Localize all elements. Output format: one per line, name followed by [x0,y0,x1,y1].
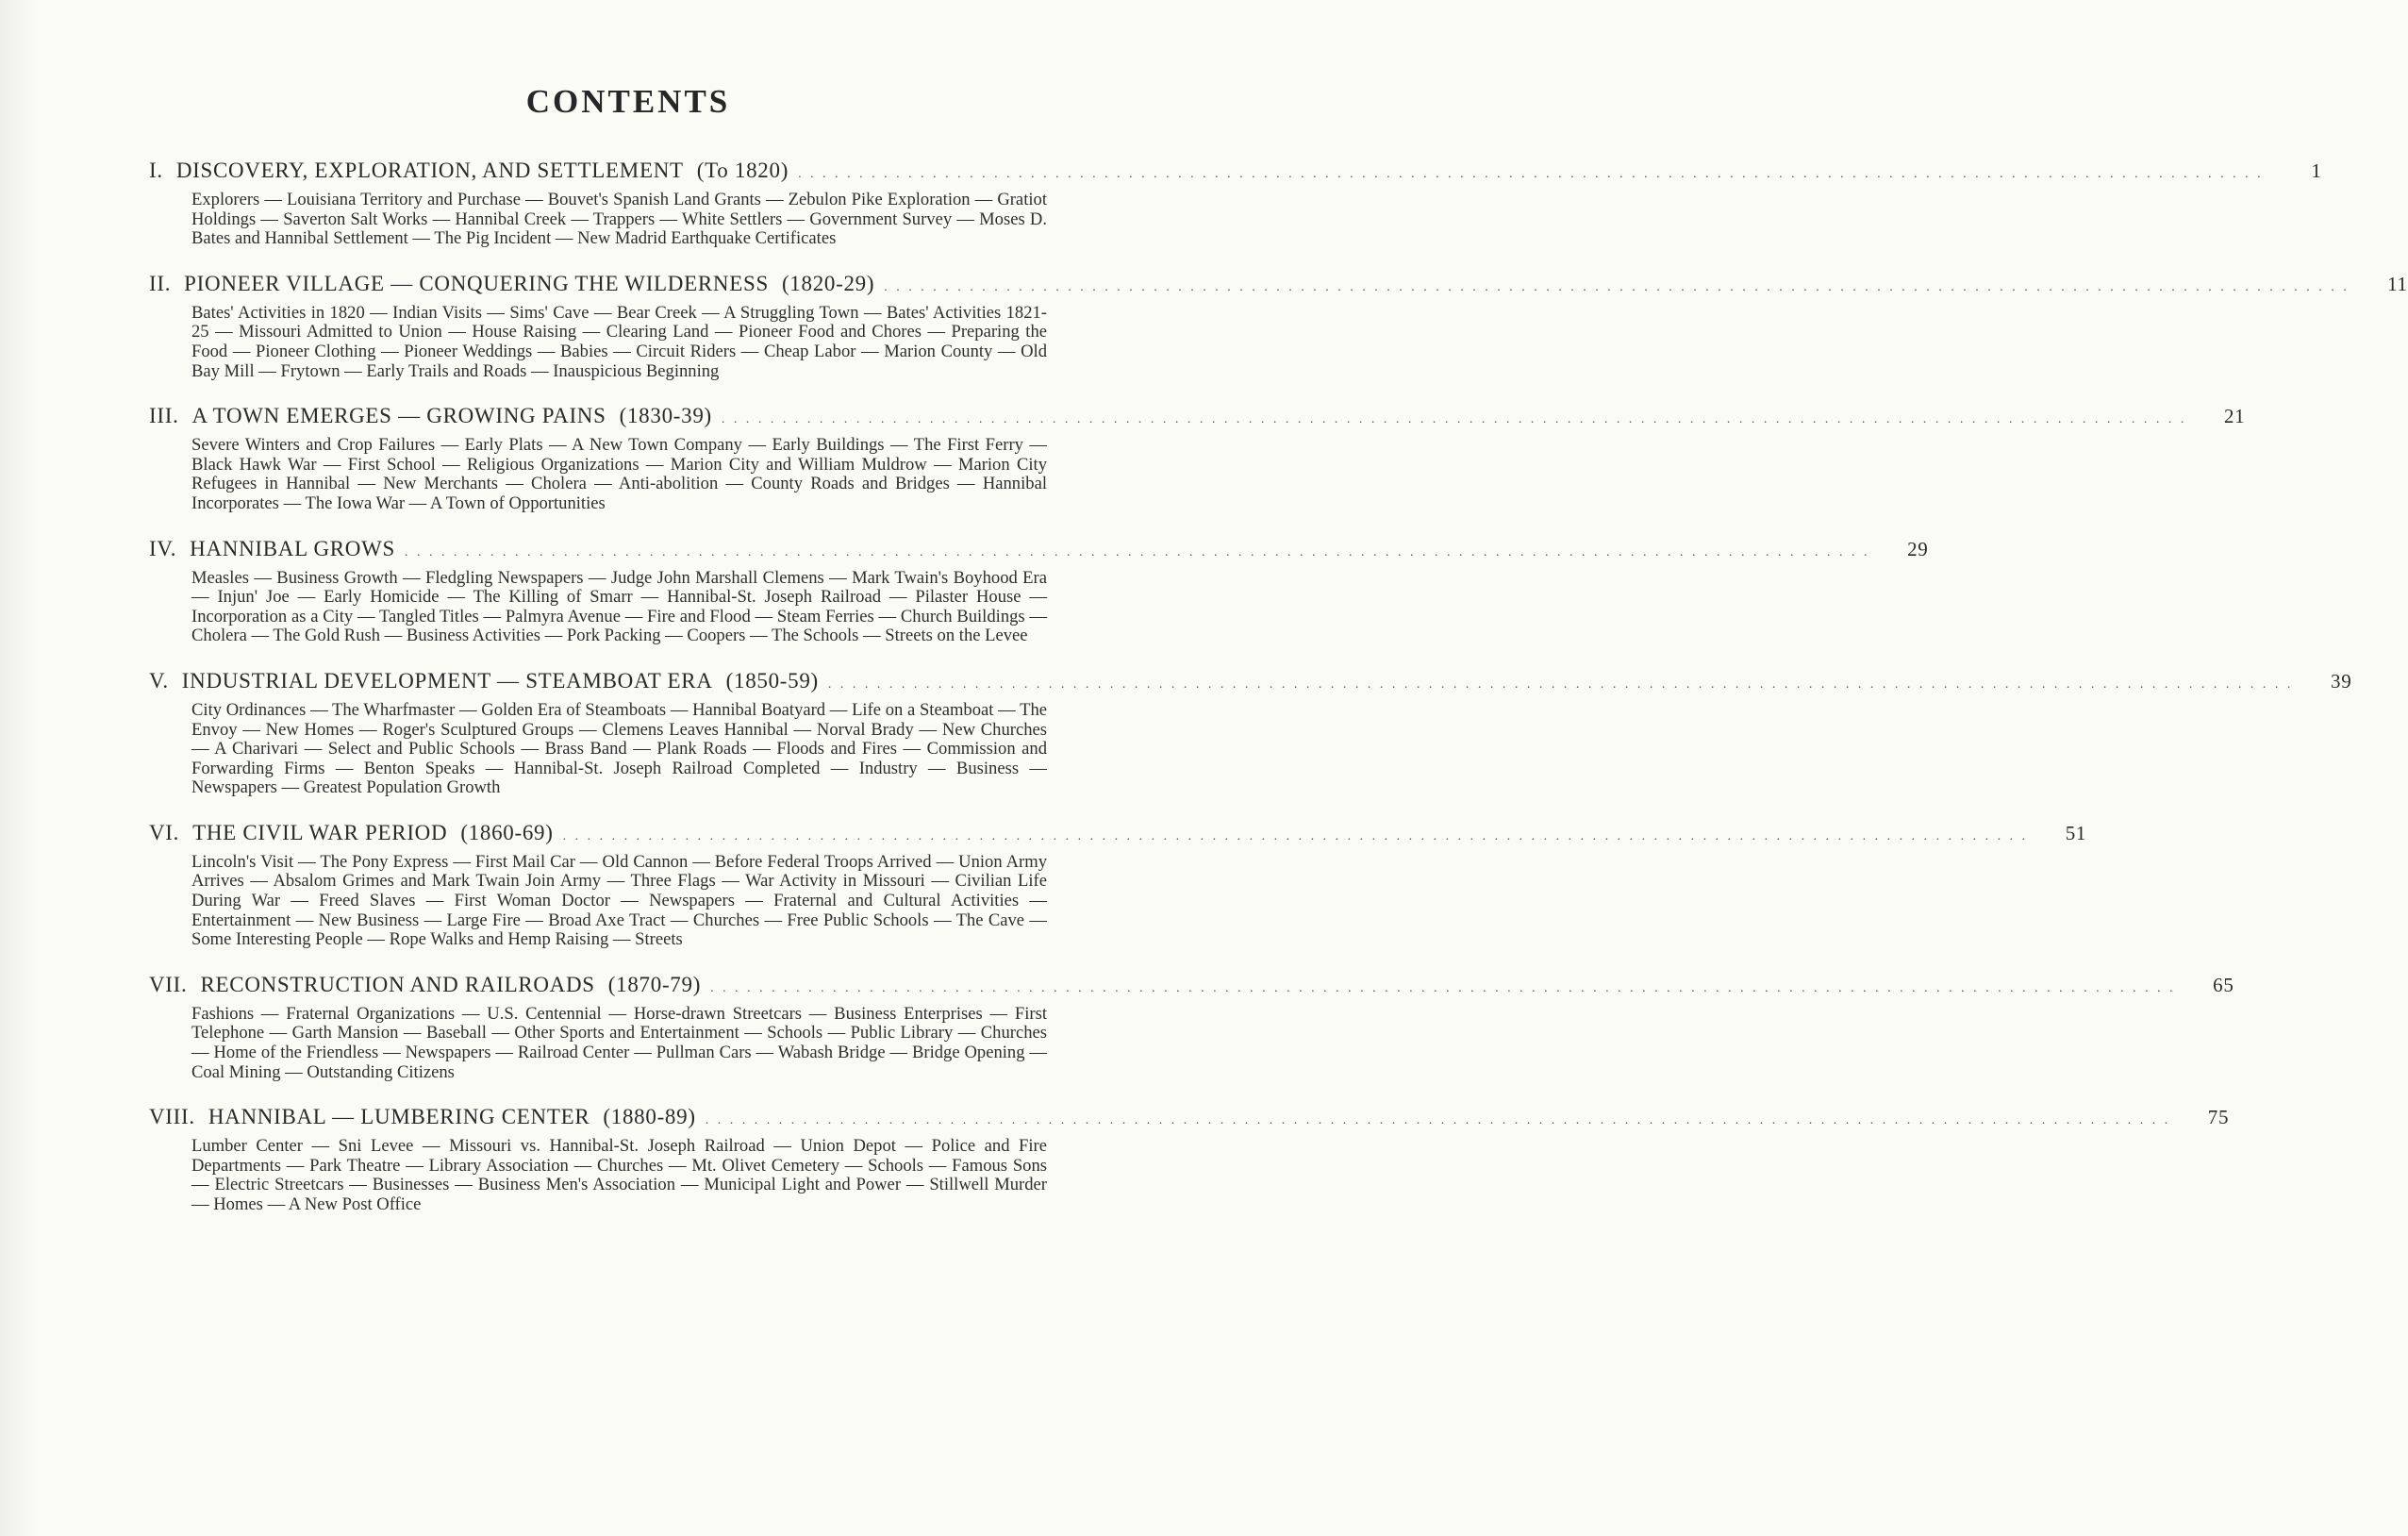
chapter-page-number: 11 [2387,272,2408,295]
chapter-numeral: VII. [149,972,188,996]
chapter-page-number: 51 [2065,821,2087,844]
chapter-page-number: 1 [2311,159,2322,182]
toc-chapter-entry [149,159,2322,249]
leader-dots: . . . . . . . . . . . . . . . . . . . . . . . . . . . . . . . . . . . . . . . . . . . . . . . . . . . . . . . . . . . . . . . . . . . . . . . . . . . . . . . . . . . . . . . . . . . . . . . . . . . . . . . . . . . . . . . . . . . . . . . . [721,412,2187,427]
chapter-heading-row [149,536,1929,569]
chapter-heading: THE CIVIL WAR PERIOD [192,820,448,844]
chapter-page-number: 75 [2207,1106,2230,1129]
leader-dots: . . . . . . . . . . . . . . . . . . . . . . . . . . . . . . . . . . . . . . . . . . . . . . . . . . . . . . . . . . . . . . . . . . . . . . . . . . . . . . . . . . . . . . . . . . . . . . . . . . . . . . . . . . . . . . . . . . . . . . . . [884,279,2350,294]
chapter-period: (1850-59) [725,668,819,693]
chapter-heading-row [149,668,2352,701]
toc-chapter-entry [149,972,2234,1082]
chapter-numeral: II. [149,271,172,295]
chapter-topics: City Ordinances — The Wharfmaster — Golden Era of Steamboats — Hannibal Boatyard — Life on a Steamboat — The Envoy — New Homes — Roger's Sculptured Groups — Clemens Leaves Hannibal — Norval Brady — New Churches — A Charivari — Select and Public Schools — Brass Band — Plank Roads — Floods and Fires — Commission and Forwarding Firms — Benton Speaks — Hannibal-St. Joseph Railroad Completed — Industry — Business — Newspapers — Greatest Population Growth [191,699,1047,798]
chapter-heading: INDUSTRIAL DEVELOPMENT — STEAMBOAT ERA [181,668,713,693]
chapter-topics: Severe Winters and Crop Failures — Early Plats — A New Town Company — Early Buildings — The First Ferry — Black Hawk War — First School — Religious Organizations — Marion City and William Muldrow — Marion City Refugees in Hannibal — New Merchants — Cholera — Anti-abolition — County Roads and Bridges — Hannibal Incorporates — The Iowa War — A Town of Opportunities [191,435,1047,513]
chapter-numeral: VI. [149,820,180,844]
chapter-period: (1830-39) [619,404,712,428]
chapter-heading-row [149,159,2322,191]
toc-chapter-entry [149,536,1929,646]
chapter-heading-row [149,271,2408,304]
page-title: CONTENTS [525,83,731,120]
chapter-heading-row [149,972,2234,1005]
chapter-heading: A TOWN EMERGES — GROWING PAINS [191,404,606,428]
chapter-heading: PIONEER VILLAGE — CONQUERING THE WILDERNESS [184,271,769,295]
toc-chapter-entry [149,820,2087,950]
chapter-heading: HANNIBAL GROWS [190,536,396,560]
leader-dots: . . . . . . . . . . . . . . . . . . . . . . . . . . . . . . . . . . . . . . . . . . . . . . . . . . . . . . . . . . . . . . . . . . . . . . . . . . . . . . . . . . . . . . . . . . . . . . . . . . . . . . . . . . . . . . . . . . . . . . . . [562,828,2029,843]
chapter-topics: Fashions — Fraternal Organizations — U.S. Centennial — Horse-drawn Streetcars — Business Enterprises — First Telephone — Garth Mansion — Baseball — Other Sports and Entertainment — Schools — Public Library — Churches — Home of the Friendless — Newspapers — Railroad Center — Pullman Cars — Wabash Bridge — Bridge Opening — Coal Mining — Outstanding Citizens [191,1003,1047,1082]
chapter-topics: Lumber Center — Sni Levee — Missouri vs. Hannibal-St. Joseph Railroad — Union Depot — Police and Fire Departments — Park Theatre — Library Association — Churches — Mt. Olivet Cemetery — Schools — Famous Sons — Electric Streetcars — Businesses — Business Men's Association — Municipal Light and Power — Stillwell Murder — Homes — A New Post Office [191,1136,1047,1214]
chapter-heading: HANNIBAL — LUMBERING CENTER [208,1105,590,1129]
leader-dots: . . . . . . . . . . . . . . . . . . . . . . . . . . . . . . . . . . . . . . . . . . . . . . . . . . . . . . . . . . . . . . . . . . . . . . . . . . . . . . . . . . . . . . . . . . . . . . . . . . . . . . . . . . . . . . . . . . . . . . . . [827,676,2294,692]
chapter-topics: Bates' Activities in 1820 — Indian Visits — Sims' Cave — Bear Creek — A Struggling Town — Bates' Activities 1821-25 — Missouri Admitted to Union — House Raising — Clearing Land — Pioneer Food and Chores — Preparing the Food — Pioneer Clothing — Pioneer Weddings — Babies — Circuit Riders — Cheap Labor — Marion County — Old Bay Mill — Frytown — Early Trails and Roads — Inauspicious Beginning [191,302,1047,381]
chapter-numeral: VIII. [149,1105,195,1129]
chapter-numeral: IV. [149,536,177,560]
chapter-page-number: 21 [2223,405,2246,428]
leader-dots: . . . . . . . . . . . . . . . . . . . . . . . . . . . . . . . . . . . . . . . . . . . . . . . . . . . . . . . . . . . . . . . . . . . . . . . . . . . . . . . . . . . . . . . . . . . . . . . . . . . . . . . . . . . . . . . . . . . . . . . . [710,980,2176,995]
chapter-numeral: V. [149,668,169,693]
chapter-period: (1860-69) [460,820,554,844]
page-gutter-shadow [0,0,38,1536]
leader-dots: . . . . . . . . . . . . . . . . . . . . . . . . . . . . . . . . . . . . . . . . . . . . . . . . . . . . . . . . . . . . . . . . . . . . . . . . . . . . . . . . . . . . . . . . . . . . . . . . . . . . . . . . . . . . . . . . . . . . . . . . [705,1113,2171,1128]
chapter-period: (1880-89) [603,1105,696,1129]
chapter-period: (To 1820) [696,159,789,182]
chapter-page-number: 65 [2213,973,2234,996]
chapter-topics: Measles — Business Growth — Fledgling Newspapers — Judge John Marshall Clemens — Mark Twain's Boyhood Era — Injun' Joe — Early Homicide — The Killing of Smarr — Hannibal-St. Joseph Railroad — Pilaster House — Incorporation as a City — Tangled Titles — Palmyra Avenue — Fire and Flood — Steam Ferries — Church Buildings — Cholera — The Gold Rush — Business Activities — Pork Packing — Coopers — The Schools — Streets on the Levee [191,567,1047,646]
chapter-heading-row [149,820,2087,853]
chapter-period: (1870-79) [607,972,702,996]
chapter-topics: Explorers — Louisiana Territory and Purchase — Bouvet's Spanish Land Grants — Zebulon Pike Exploration — Gratiot Holdings — Saverton Salt Works — Hannibal Creek — Trappers — White Settlers — Government Survey — Moses D. Bates and Hannibal Settlement — The Pig Incident — New Madrid Earthquake Certificates [191,190,1047,249]
chapter-topics: Lincoln's Visit — The Pony Express — First Mail Car — Old Cannon — Before Federal Troops Arrived — Union Army Arrives — Absalom Grimes and Mark Twain Join Army — Three Flags — War Activity in Missouri — Civilian Life During War — Freed Slaves — First Woman Doctor — Newspapers — Fraternal and Cultural Activities — Entertainment — New Business — Large Fire — Broad Axe Tract — Churches — Free Public Schools — The Cave — Some Interesting People — Rope Walks and Hemp Raising — Streets [191,851,1047,950]
table-of-contents [149,159,2408,1238]
chapter-heading-row [149,1105,2230,1137]
toc-chapter-entry [149,668,2352,798]
chapter-heading-row [149,404,2246,436]
leader-dots: . . . . . . . . . . . . . . . . . . . . . . . . . . . . . . . . . . . . . . . . . . . . . . . . . . . . . . . . . . . . . . . . . . . . . . . . . . . . . . . . . . . . . . . . . . . . . . . . . . . . . . . . . . . . . . . . . . . . . . . . [798,167,2264,181]
toc-chapter-entry [149,271,2408,381]
chapter-page-number: 39 [2331,669,2352,693]
chapter-numeral: III. [149,404,179,428]
chapter-page-number: 29 [1907,537,1929,560]
toc-chapter-entry [149,404,2246,513]
leader-dots: . . . . . . . . . . . . . . . . . . . . . . . . . . . . . . . . . . . . . . . . . . . . . . . . . . . . . . . . . . . . . . . . . . . . . . . . . . . . . . . . . . . . . . . . . . . . . . . . . . . . . . . . . . . . . . . . . . . . . . . . [405,544,1870,559]
chapter-heading: RECONSTRUCTION AND RAILROADS [200,972,595,996]
toc-chapter-entry [149,1105,2230,1214]
chapter-numeral: I. [149,159,163,182]
chapter-heading: DISCOVERY, EXPLORATION, AND SETTLEMENT [175,159,684,182]
chapter-period: (1820-29) [781,271,875,295]
